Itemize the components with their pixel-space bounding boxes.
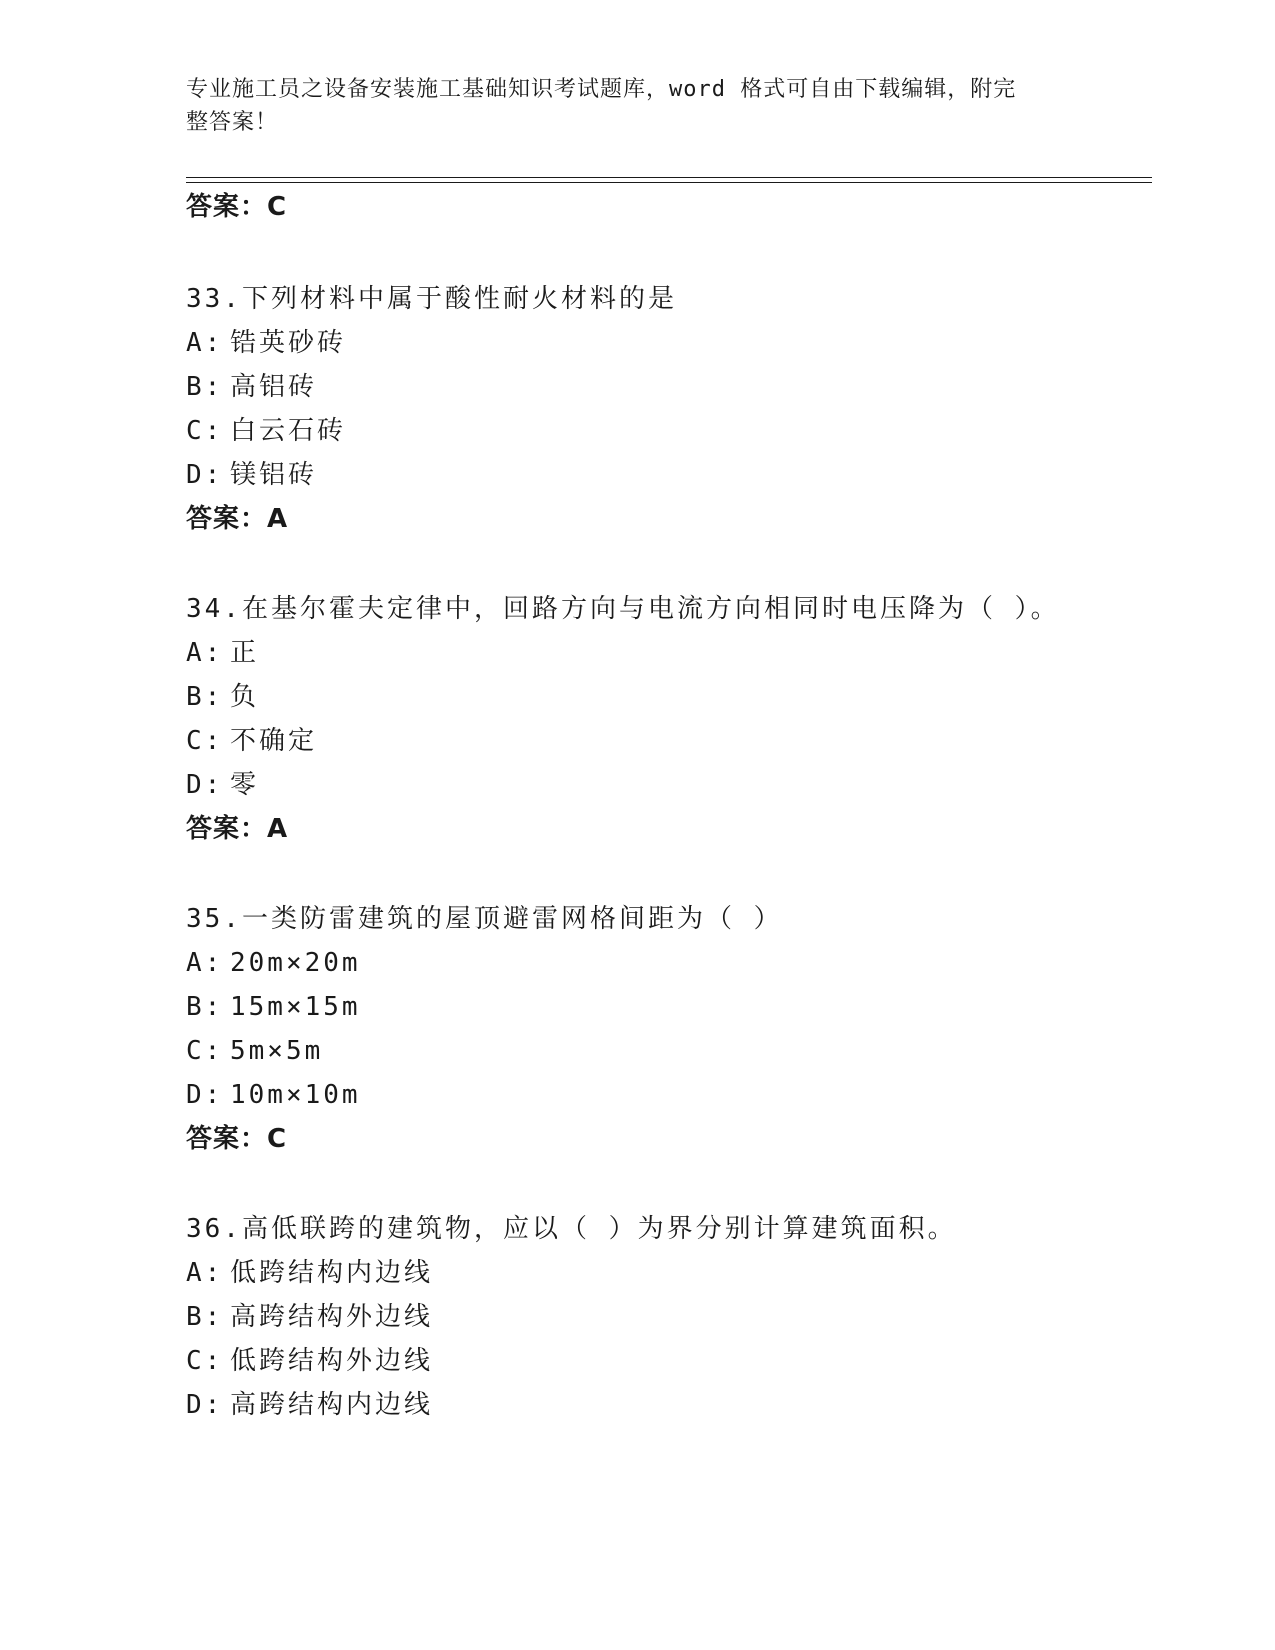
option-text: 低跨结构外边线 bbox=[230, 1346, 434, 1376]
option-text: 高铝砖 bbox=[230, 372, 318, 402]
option-key: D: bbox=[186, 1080, 224, 1110]
option-text: 20m×20m bbox=[230, 948, 361, 978]
option-key: A: bbox=[186, 948, 224, 978]
option-text: 15m×15m bbox=[230, 992, 361, 1022]
option-key: D: bbox=[186, 1390, 224, 1420]
question-34-option-c bbox=[186, 724, 317, 758]
question-33-option-d bbox=[186, 458, 317, 492]
option-text: 正 bbox=[230, 638, 260, 668]
option-text: 不确定 bbox=[230, 726, 318, 756]
question-34-option-a bbox=[186, 636, 259, 670]
question-34-option-d bbox=[186, 768, 259, 802]
option-key: B: bbox=[186, 1302, 224, 1332]
question-36-stem: 36.高低联跨的建筑物，应以（ ）为界分别计算建筑面积。 bbox=[186, 1214, 957, 1244]
question-33-option-a bbox=[186, 326, 346, 360]
option-text: 零 bbox=[230, 770, 260, 800]
header-line-2: 整答案！ bbox=[186, 110, 279, 135]
question-34-answer: 答案：A bbox=[186, 814, 289, 844]
question-36-option-c bbox=[186, 1344, 433, 1378]
question-33-stem: 33.下列材料中属于酸性耐火材料的是 bbox=[186, 284, 677, 314]
option-text: 镁铝砖 bbox=[230, 460, 318, 490]
question-35-answer: 答案：C bbox=[186, 1124, 288, 1154]
question-35-option-c bbox=[186, 1034, 323, 1068]
question-36-option-d bbox=[186, 1388, 433, 1422]
option-text: 白云石砖 bbox=[230, 416, 347, 446]
question-35-option-d bbox=[186, 1078, 361, 1112]
option-text: 锆英砂砖 bbox=[230, 328, 347, 358]
question-36-option-a bbox=[186, 1256, 433, 1290]
option-text: 高跨结构内边线 bbox=[230, 1390, 434, 1420]
option-key: B: bbox=[186, 682, 224, 712]
option-text: 低跨结构内边线 bbox=[230, 1258, 434, 1288]
option-key: D: bbox=[186, 770, 224, 800]
question-35-option-a bbox=[186, 946, 361, 980]
question-33-answer: 答案：A bbox=[186, 504, 289, 534]
document-header bbox=[186, 73, 1066, 139]
option-key: A: bbox=[186, 328, 224, 358]
option-key: A: bbox=[186, 1258, 224, 1288]
previous-answer: 答案：C bbox=[186, 192, 288, 222]
option-key: C: bbox=[186, 1346, 224, 1376]
option-text: 高跨结构外边线 bbox=[230, 1302, 434, 1332]
option-text: 5m×5m bbox=[230, 1036, 324, 1066]
option-text: 负 bbox=[230, 682, 260, 712]
option-key: C: bbox=[186, 416, 224, 446]
question-35-stem: 35.一类防雷建筑的屋顶避雷网格间距为（ ） bbox=[186, 904, 783, 934]
question-33-option-b bbox=[186, 370, 317, 404]
option-key: C: bbox=[186, 1036, 224, 1066]
option-key: D: bbox=[186, 460, 224, 490]
option-text: 10m×10m bbox=[230, 1080, 361, 1110]
question-36-option-b bbox=[186, 1300, 433, 1334]
option-key: B: bbox=[186, 372, 224, 402]
question-34-stem: 34.在基尔霍夫定律中，回路方向与电流方向相同时电压降为（ ）。 bbox=[186, 594, 1060, 624]
header-line-1: 专业施工员之设备安装施工基础知识考试题库，word 格式可自由下载编辑，附完 bbox=[186, 77, 1017, 102]
option-key: B: bbox=[186, 992, 224, 1022]
question-34-option-b bbox=[186, 680, 259, 714]
question-33-option-c bbox=[186, 414, 346, 448]
question-35-option-b bbox=[186, 990, 361, 1024]
header-rule-top bbox=[186, 177, 1152, 178]
option-key: A: bbox=[186, 638, 224, 668]
option-key: C: bbox=[186, 726, 224, 756]
header-rule-bottom bbox=[186, 182, 1152, 183]
